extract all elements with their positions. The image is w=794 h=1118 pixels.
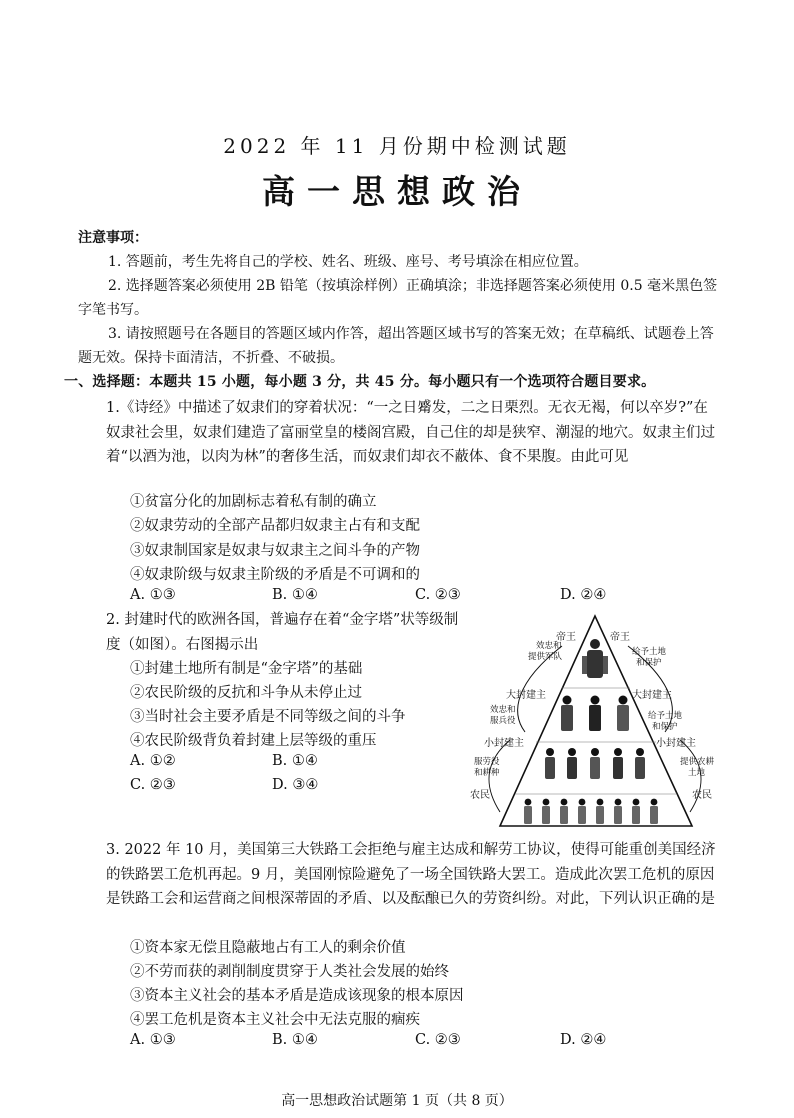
q2-option-a[interactable]: A. ①② — [130, 753, 176, 769]
q2-options-row2 — [130, 777, 430, 801]
arrow-text: 给予土地 — [648, 711, 683, 721]
arrow-text: 效忠和 — [490, 705, 516, 715]
q1-statement-4: ④奴隶阶级与奴隶主阶级的矛盾是不可调和的 — [130, 567, 420, 583]
label-peasant-left: 农民 — [470, 790, 490, 801]
label-great-lord-right: 大封建主 — [632, 690, 672, 701]
arrow-text: 效忠和 — [536, 641, 562, 651]
q2-statement-1: ①封建土地所有制是“金字塔”的基础 — [130, 661, 363, 677]
great-lord-figures — [561, 696, 629, 732]
q2-statement-3: ③当时社会主要矛盾是不同等级之间的斗争 — [130, 709, 406, 725]
q2-option-b[interactable]: B. ①④ — [272, 753, 318, 769]
label-great-lord-left: 大封建主 — [506, 690, 546, 701]
exam-title: 2022 年 11 月份期中检测试题 — [223, 134, 571, 158]
label-lesser-lord-left: 小封建主 — [484, 738, 524, 749]
q2-statement-2: ②农民阶级的反抗和斗争从未停止过 — [130, 685, 362, 701]
arrow-text: 土地 — [688, 768, 706, 778]
q1-option-a[interactable]: A. ①③ — [130, 587, 176, 603]
question-3-stem: 3. 2022 年 10 月，美国第三大铁路工会拒绝与雇主达成和解劳工协议，使得可能重创美国经济的铁路罢工危机再起。9 月，美国刚惊险避免了一场全国铁路大罢工。造成此次罢工危机的原因是铁路工会和运营商之间根深蒂固的矛盾、以及酝酿已久的劳资纠纷。对此，下列认识正确的是 — [106, 842, 716, 907]
q3-statement-4: ④罢工危机是资本主义社会中无法克服的痼疾 — [130, 1012, 420, 1028]
q2-option-d[interactable]: D. ③④ — [272, 777, 319, 793]
section-heading: 一、选择题：本题共 15 小题，每小题 3 分，共 45 分。每小题只有一个选项符合题目要求。 — [64, 374, 656, 390]
label-king-left: 帝王 — [556, 632, 576, 643]
label-peasant-right: 农民 — [692, 790, 712, 801]
q3-option-b[interactable]: B. ①④ — [272, 1032, 318, 1048]
q2-statement-4: ④农民阶级背负着封建上层等级的重压 — [130, 733, 377, 749]
q1-option-d[interactable]: D. ②④ — [560, 587, 607, 603]
peasant-figures — [524, 799, 658, 824]
arrow-text: 提供农耕 — [680, 757, 715, 767]
arrow-text: 提供军队 — [528, 652, 563, 662]
q1-option-c[interactable]: C. ②③ — [415, 587, 461, 603]
q3-option-d[interactable]: D. ②④ — [560, 1032, 607, 1048]
notice-item: 2. 选择题答案必须使用 2B 铅笔（按填涂样例）正确填涂；非选择题答案必须使用 0.5 毫米黑色签字笔书写。 — [78, 278, 718, 318]
arrow-text: 和保护 — [636, 658, 662, 668]
question-1-stem: 1.《诗经》中描述了奴隶们的穿着状况：“一之日觱发，二之日栗烈。无衣无褐，何以卒岁?”在奴隶社会里，奴隶们建造了富丽堂皇的楼阁宫殿，自己住的却是狭窄、潮湿的地穴。奴隶主们过着“以酒为池，以肉为林”的奢侈生活，而奴隶们却衣不蔽体、食不果腹。由此可见 — [106, 400, 715, 465]
arrow-text: 服兵役 — [490, 716, 516, 726]
label-king-right: 帝王 — [610, 632, 630, 643]
king-figure — [582, 639, 608, 678]
q1-option-b[interactable]: B. ①④ — [272, 587, 318, 603]
q3-statement-3: ③资本主义社会的基本矛盾是造成该现象的根本原因 — [130, 988, 464, 1004]
q1-statement-1: ①贫富分化的加剧标志着私有制的确立 — [130, 494, 377, 510]
q3-option-c[interactable]: C. ②③ — [415, 1032, 461, 1048]
feudal-pyramid-figure — [470, 612, 720, 834]
q3-options — [130, 1032, 720, 1056]
q3-statement-2: ②不劳而获的剥削制度贯穿于人类社会发展的始终 — [130, 964, 449, 980]
arrow-text: 和耕种 — [474, 768, 500, 778]
arrow-text: 给予土地 — [632, 647, 667, 657]
lesser-lord-figures — [545, 748, 645, 779]
subject-title: 高一思想政治 — [262, 172, 532, 211]
q2-option-c[interactable]: C. ②③ — [130, 777, 176, 793]
q3-statement-1: ①资本家无偿且隐蔽地占有工人的剩余价值 — [130, 940, 406, 956]
q1-statement-2: ②奴隶劳动的全部产品都归奴隶主占有和支配 — [130, 518, 420, 534]
arrow-text: 和保护 — [652, 722, 678, 732]
q2-options-row1 — [130, 753, 430, 777]
question-2-stem: 2. 封建时代的欧洲各国，普遍存在着“金字塔”状等级制度（如图）。右图揭示出 — [106, 612, 459, 653]
q3-option-a[interactable]: A. ①③ — [130, 1032, 176, 1048]
notice-item: 1. 答题前，考生先将自己的学校、姓名、班级、座号、考号填涂在相应位置。 — [108, 254, 588, 270]
notice-heading: 注意事项： — [78, 230, 148, 246]
page-footer: 高一思想政治试题第 1 页（共 8 页） — [281, 1093, 513, 1109]
label-lesser-lord-right: 小封建主 — [656, 738, 696, 749]
notice-item: 3. 请按照题号在各题目的答题区域内作答，超出答题区域书写的答案无效；在草稿纸、试题卷上答题无效。保持卡面清洁，不折叠、不破损。 — [78, 326, 714, 366]
q1-statement-3: ③奴隶制国家是奴隶与奴隶主之间斗争的产物 — [130, 543, 420, 559]
arrow-text: 服劳役 — [474, 757, 500, 767]
